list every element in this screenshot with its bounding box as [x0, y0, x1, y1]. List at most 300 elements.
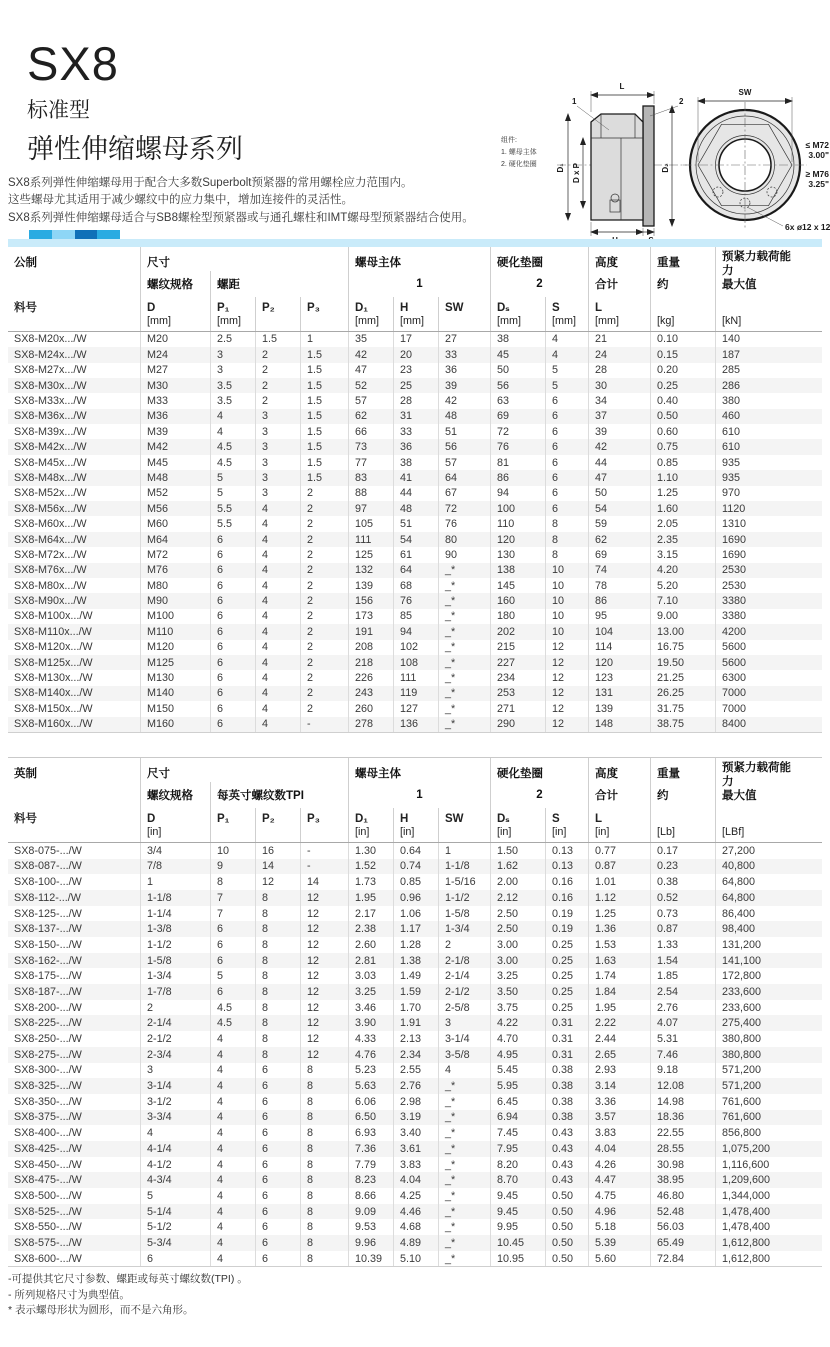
value-cell: 191 [348, 624, 393, 639]
part-number-cell: SX8-450-.../W [14, 1158, 82, 1171]
value-cell: 8 [300, 1172, 348, 1188]
value-cell: 21 [588, 332, 650, 347]
value-cell: 38.75 [650, 717, 715, 732]
value-cell: M33 [140, 393, 210, 408]
value-cell: 1.95 [348, 890, 393, 906]
value-cell: 33 [393, 424, 438, 439]
value-cell: 2 [300, 640, 348, 655]
value-cell: 0.10 [650, 332, 715, 347]
value-cell: 2.05 [650, 516, 715, 531]
value-cell: 20 [393, 347, 438, 362]
value-cell: 285 [715, 363, 822, 378]
value-cell: 2-1/4 [438, 968, 490, 984]
value-cell: 44 [393, 486, 438, 501]
value-cell: 52.48 [650, 1204, 715, 1220]
value-cell: 1 [438, 843, 490, 859]
value-cell: 1-1/8 [438, 859, 490, 875]
value-cell: 94 [393, 624, 438, 639]
value-cell: 6 [255, 1110, 300, 1126]
value-cell: 2.76 [650, 1000, 715, 1016]
part-number-cell: SX8-M140x.../W [8, 686, 140, 701]
value-cell: 6 [545, 409, 588, 424]
value-cell: 145 [490, 578, 545, 593]
value-cell: 8 [300, 1235, 348, 1251]
value-cell: _* [438, 1172, 490, 1188]
value-cell: 226 [348, 670, 393, 685]
value-cell: 2 [300, 578, 348, 593]
value-cell: 9.53 [348, 1219, 393, 1235]
value-cell: 12 [255, 874, 300, 890]
value-cell: 22.55 [650, 1125, 715, 1141]
value-cell: 64 [438, 470, 490, 485]
value-cell: 8 [300, 1188, 348, 1204]
value-cell: 12 [300, 906, 348, 922]
value-cell: M80 [140, 578, 210, 593]
value-cell: 42 [348, 347, 393, 362]
value-cell: 6 [255, 1172, 300, 1188]
value-cell: 104 [588, 624, 650, 639]
value-cell: 12 [300, 1015, 348, 1031]
value-cell: 1.01 [588, 874, 650, 890]
value-cell: 2-1/2 [438, 984, 490, 1000]
value-cell: 935 [715, 455, 822, 470]
value-cell: _* [438, 640, 490, 655]
value-cell: _* [438, 1110, 490, 1126]
value-cell: 380 [715, 393, 822, 408]
value-cell: 4 [210, 1078, 255, 1094]
part-number-cell: SX8-M42x.../W [8, 439, 140, 454]
part-number-cell: SX8-M160x.../W [8, 717, 140, 732]
part-number-cell: SX8-225-.../W [8, 1015, 140, 1031]
size-note-1a: ≤ M72 [805, 140, 829, 150]
value-cell: 0.31 [545, 1031, 588, 1047]
value-cell: 3.00 [490, 937, 545, 953]
value-cell: M27 [140, 363, 210, 378]
value-cell: 1,612,800 [715, 1235, 822, 1251]
value-cell: 6 [545, 501, 588, 516]
value-cell: 1.10 [650, 470, 715, 485]
value-cell: M64 [140, 532, 210, 547]
value-cell: 1.54 [650, 953, 715, 969]
value-cell: M150 [140, 701, 210, 716]
value-cell: 48 [438, 409, 490, 424]
value-cell: 6 [255, 1078, 300, 1094]
part-no-header: 料号 [14, 812, 37, 825]
value-cell: _* [438, 563, 490, 578]
value-cell: 1.49 [393, 968, 438, 984]
datasheet-page [0, 37, 830, 1347]
group-weight-label: 重量 [650, 758, 715, 782]
value-cell: 0.85 [650, 455, 715, 470]
value-cell: 1.73 [348, 874, 393, 890]
value-cell: 1.36 [588, 921, 650, 937]
value-cell: 64,800 [715, 874, 822, 890]
height-sub-label: 合计 [588, 271, 650, 297]
part-number-cell: SX8-162-.../W [8, 953, 140, 969]
value-cell: 5-1/2 [140, 1219, 210, 1235]
value-cell: M39 [140, 424, 210, 439]
part-number-cell: SX8-M30x.../W [8, 378, 140, 393]
value-cell: 1.17 [393, 921, 438, 937]
value-cell: 1 [300, 332, 348, 347]
value-cell: 0.17 [650, 843, 715, 859]
value-cell: 8 [255, 1031, 300, 1047]
metric-table-body [8, 332, 822, 733]
value-cell: _* [438, 1219, 490, 1235]
value-cell: 8.20 [490, 1157, 545, 1173]
value-cell: 50 [490, 363, 545, 378]
value-cell: 38.95 [650, 1172, 715, 1188]
footnote-line: - 所列规格尺寸为典型值。 [8, 1288, 130, 1301]
part-number-cell: SX8-150-.../W [14, 938, 82, 951]
value-cell: 4.96 [588, 1204, 650, 1220]
value-cell: 132 [348, 563, 393, 578]
value-cell: 6 [255, 1188, 300, 1204]
value-cell: 4.33 [348, 1031, 393, 1047]
value-cell: 3-1/2 [140, 1094, 210, 1110]
value-cell: 8 [255, 1015, 300, 1031]
value-cell: 1.5 [300, 347, 348, 362]
value-cell: 2 [300, 516, 348, 531]
group-washer-label: 硬化垫圈 [490, 247, 588, 271]
value-cell: 187 [715, 347, 822, 362]
value-cell: 6 [210, 640, 255, 655]
value-cell: 1,478,400 [715, 1219, 822, 1235]
value-cell: 56 [438, 439, 490, 454]
value-cell: 27 [438, 332, 490, 347]
value-cell: 6 [210, 717, 255, 732]
value-cell: 80 [438, 532, 490, 547]
value-cell: 2 [300, 486, 348, 501]
value-cell: 24 [588, 347, 650, 362]
value-cell: 8 [300, 1063, 348, 1079]
value-cell: 2.81 [348, 953, 393, 969]
value-cell: 1-3/8 [140, 921, 210, 937]
value-cell: 131,200 [715, 937, 822, 953]
value-cell: 4 [210, 1141, 255, 1157]
value-cell: 65.49 [650, 1235, 715, 1251]
dim-DxP-label: D x P [572, 162, 581, 184]
value-cell: M160 [140, 717, 210, 732]
value-cell: 0.25 [545, 953, 588, 969]
washer-number: 2 [490, 271, 588, 297]
value-cell: 7.46 [650, 1047, 715, 1063]
value-cell: 10 [545, 593, 588, 608]
value-cell: 4.5 [210, 1015, 255, 1031]
value-cell: 110 [490, 516, 545, 531]
value-cell: 571,200 [715, 1063, 822, 1079]
value-cell: 51 [393, 516, 438, 531]
value-cell: 10.95 [490, 1251, 545, 1267]
value-cell: _* [438, 655, 490, 670]
value-cell: 5.31 [650, 1031, 715, 1047]
value-cell: 76 [490, 439, 545, 454]
value-cell: 57 [348, 393, 393, 408]
value-cell: 9.95 [490, 1219, 545, 1235]
value-cell: 12 [300, 890, 348, 906]
value-cell: _* [438, 686, 490, 701]
value-cell: M120 [140, 640, 210, 655]
value-cell: 6 [210, 984, 255, 1000]
value-cell: 3.03 [348, 968, 393, 984]
value-cell: 10 [545, 624, 588, 639]
value-cell: 1.5 [255, 332, 300, 347]
value-cell: 39 [588, 424, 650, 439]
value-cell: 6.93 [348, 1125, 393, 1141]
value-cell: 227 [490, 655, 545, 670]
value-cell: 5 [545, 378, 588, 393]
value-cell: 86,400 [715, 906, 822, 922]
value-cell: 25 [393, 378, 438, 393]
value-cell: 1.5 [300, 455, 348, 470]
value-cell: 120 [490, 532, 545, 547]
value-cell: 3.5 [210, 393, 255, 408]
value-cell: 0.38 [545, 1110, 588, 1126]
part-number-cell: SX8-100-.../W [14, 876, 82, 889]
value-cell: 970 [715, 486, 822, 501]
value-cell: 37 [588, 409, 650, 424]
value-cell: 111 [348, 532, 393, 547]
value-cell: 5.23 [348, 1063, 393, 1079]
value-cell: 10 [210, 843, 255, 859]
value-cell: 2.98 [393, 1094, 438, 1110]
nut-body-number: 1 [348, 782, 490, 808]
value-cell: 4.89 [393, 1235, 438, 1251]
value-cell: 8 [255, 890, 300, 906]
value-cell: 72.84 [650, 1251, 715, 1267]
value-cell: 0.43 [545, 1157, 588, 1173]
value-cell: 1.53 [588, 937, 650, 953]
value-cell: 16 [255, 843, 300, 859]
value-cell: 275,400 [715, 1015, 822, 1031]
group-nut-body-label: 螺母主体 [348, 758, 490, 782]
value-cell: 1-1/2 [140, 937, 210, 953]
value-cell: 3 [255, 439, 300, 454]
value-cell: M36 [140, 409, 210, 424]
value-cell: 9.00 [650, 609, 715, 624]
value-cell: 761,600 [715, 1110, 822, 1126]
part-number-cell: SX8-187-.../W [8, 984, 140, 1000]
accent-segment [52, 230, 75, 239]
value-cell: 1-3/4 [438, 921, 490, 937]
column-header: L [mm] [588, 297, 650, 331]
value-cell: 1,612,800 [715, 1251, 822, 1267]
value-cell: 4 [210, 1094, 255, 1110]
value-cell: 2 [438, 937, 490, 953]
part-number-cell: SX8-375-.../W [8, 1110, 140, 1126]
value-cell: 12 [300, 1031, 348, 1047]
value-cell: 8 [545, 516, 588, 531]
value-cell: 21.25 [650, 670, 715, 685]
value-cell: 1310 [715, 516, 822, 531]
value-cell: 3 [255, 486, 300, 501]
description-line: 这些螺母尤其适用于减少螺纹中的应力集中，增加连接件的灵活性。 [8, 194, 353, 207]
value-cell: 108 [393, 655, 438, 670]
value-cell: 34 [588, 393, 650, 408]
part-number-cell: SX8-M110x.../W [8, 624, 140, 639]
value-cell: 4 [255, 593, 300, 608]
value-cell: 28 [588, 363, 650, 378]
value-cell: 130 [490, 547, 545, 562]
value-cell: 2.50 [490, 921, 545, 937]
column-header: S [mm] [545, 297, 588, 331]
value-cell: _* [438, 1094, 490, 1110]
value-cell: 16.75 [650, 640, 715, 655]
value-cell: 40,800 [715, 859, 822, 875]
value-cell: 4 [255, 640, 300, 655]
value-cell: 12 [300, 937, 348, 953]
value-cell: 17 [393, 332, 438, 347]
value-cell: M56 [140, 501, 210, 516]
value-cell: 56.03 [650, 1219, 715, 1235]
value-cell: 7.10 [650, 593, 715, 608]
value-cell: 6 [255, 1235, 300, 1251]
value-cell: 6 [255, 1094, 300, 1110]
value-cell: 2-1/4 [140, 1015, 210, 1031]
value-cell: 610 [715, 439, 822, 454]
value-cell: 47 [588, 470, 650, 485]
value-cell: 9.45 [490, 1188, 545, 1204]
value-cell: 3.83 [393, 1157, 438, 1173]
footnotes [8, 1272, 830, 1318]
value-cell: 6 [545, 439, 588, 454]
part-number-cell: SX8-350-.../W [14, 1095, 82, 1108]
value-cell: 4 [438, 1063, 490, 1079]
value-cell: 4 [545, 347, 588, 362]
value-cell: 6 [210, 532, 255, 547]
value-cell: 5.63 [348, 1078, 393, 1094]
value-cell: 61 [393, 547, 438, 562]
column-header: Dₛ [mm] [490, 297, 545, 331]
part-number-cell: SX8-M100x.../W [14, 610, 93, 623]
value-cell: 6 [210, 670, 255, 685]
column-header: D [mm] [140, 297, 210, 331]
value-cell: 6 [255, 1204, 300, 1220]
value-cell: 4 [255, 670, 300, 685]
part-number-cell: SX8-M130x.../W [14, 672, 93, 685]
value-cell: 5.20 [650, 578, 715, 593]
value-cell: 47 [348, 363, 393, 378]
group-thread-label: 螺纹规格 [140, 271, 210, 297]
value-cell: _* [438, 1078, 490, 1094]
value-cell: 2.54 [650, 984, 715, 1000]
value-cell: 0.38 [545, 1078, 588, 1094]
value-cell: 8 [255, 906, 300, 922]
value-cell: 14 [255, 859, 300, 875]
value-cell: 4 [255, 532, 300, 547]
value-cell: 4.68 [393, 1219, 438, 1235]
value-cell: 50 [588, 486, 650, 501]
value-cell: 4 [210, 409, 255, 424]
group-nut-body-label: 螺母主体 [348, 247, 490, 271]
value-cell: 1.06 [393, 906, 438, 922]
value-cell: 3 [438, 1015, 490, 1031]
value-cell: 30 [588, 378, 650, 393]
value-cell: 2 [300, 593, 348, 608]
value-cell: 6 [210, 686, 255, 701]
value-cell: 0.85 [393, 874, 438, 890]
part-number-cell: SX8-125-.../W [14, 907, 82, 920]
value-cell: 88 [348, 486, 393, 501]
value-cell: 5-1/4 [140, 1204, 210, 1220]
part-number-cell: SX8-600-.../W [14, 1252, 82, 1265]
weight-sub-label: 约 [650, 271, 715, 297]
imperial-table-body [8, 843, 822, 1268]
value-cell: 761,600 [715, 1094, 822, 1110]
value-cell: 0.16 [545, 890, 588, 906]
value-cell: 2 [300, 701, 348, 716]
value-cell: 8 [255, 953, 300, 969]
value-cell: 6 [255, 1157, 300, 1173]
value-cell: 85 [393, 609, 438, 624]
value-cell: _* [438, 1188, 490, 1204]
value-cell: 64 [393, 563, 438, 578]
value-cell: 3.75 [490, 1000, 545, 1016]
part-number-cell: SX8-M120x.../W [14, 641, 93, 654]
value-cell: 8 [300, 1204, 348, 1220]
value-cell: 4 [255, 701, 300, 716]
value-cell: 5 [210, 968, 255, 984]
value-cell: 2.44 [588, 1031, 650, 1047]
value-cell: 4.26 [588, 1157, 650, 1173]
value-cell: 4 [210, 1235, 255, 1251]
value-cell: 26.25 [650, 686, 715, 701]
value-cell: 2.65 [588, 1047, 650, 1063]
value-cell: M140 [140, 686, 210, 701]
value-cell: 4 [255, 717, 300, 732]
value-cell: 3 [255, 455, 300, 470]
value-cell: 6 [210, 953, 255, 969]
value-cell: 1-1/4 [140, 906, 210, 922]
footnote-line: -可提供其它尺寸参数、螺距或每英寸螺纹数(TPI) 。 [8, 1273, 248, 1286]
value-cell: - [300, 843, 348, 859]
value-cell: 1.5 [300, 363, 348, 378]
accent-segment [75, 230, 97, 239]
value-cell: 36 [438, 363, 490, 378]
value-cell: 6 [255, 1251, 300, 1267]
value-cell: 52 [348, 378, 393, 393]
value-cell: M48 [140, 470, 210, 485]
part-number-cell: SX8-M76x.../W [8, 563, 140, 578]
part-number-cell: SX8-137-.../W [8, 921, 140, 937]
page-title: SX8 [27, 37, 119, 90]
value-cell: 4 [210, 1110, 255, 1126]
value-cell: _* [438, 624, 490, 639]
value-cell: 138 [490, 563, 545, 578]
value-cell: 1.62 [490, 859, 545, 875]
value-cell: 8400 [715, 717, 822, 732]
value-cell: 0.25 [545, 1000, 588, 1016]
value-cell: 4 [210, 1031, 255, 1047]
value-cell: 2 [300, 532, 348, 547]
size-note-1b: 3.00" [808, 150, 829, 160]
value-cell: 66 [348, 424, 393, 439]
value-cell: 4 [210, 1047, 255, 1063]
value-cell: 4.07 [650, 1015, 715, 1031]
dim-D2-label: D₂ [661, 163, 670, 173]
value-cell: 139 [348, 578, 393, 593]
value-cell: 12 [545, 701, 588, 716]
value-cell: 5600 [715, 655, 822, 670]
value-cell: 1.5 [300, 439, 348, 454]
value-cell: 1,478,400 [715, 1204, 822, 1220]
value-cell: 1-5/16 [438, 874, 490, 890]
value-cell: 4 [210, 1204, 255, 1220]
value-cell: 173 [348, 609, 393, 624]
imperial-table-header [8, 758, 822, 843]
value-cell: 6.50 [348, 1110, 393, 1126]
value-cell: 8 [255, 937, 300, 953]
